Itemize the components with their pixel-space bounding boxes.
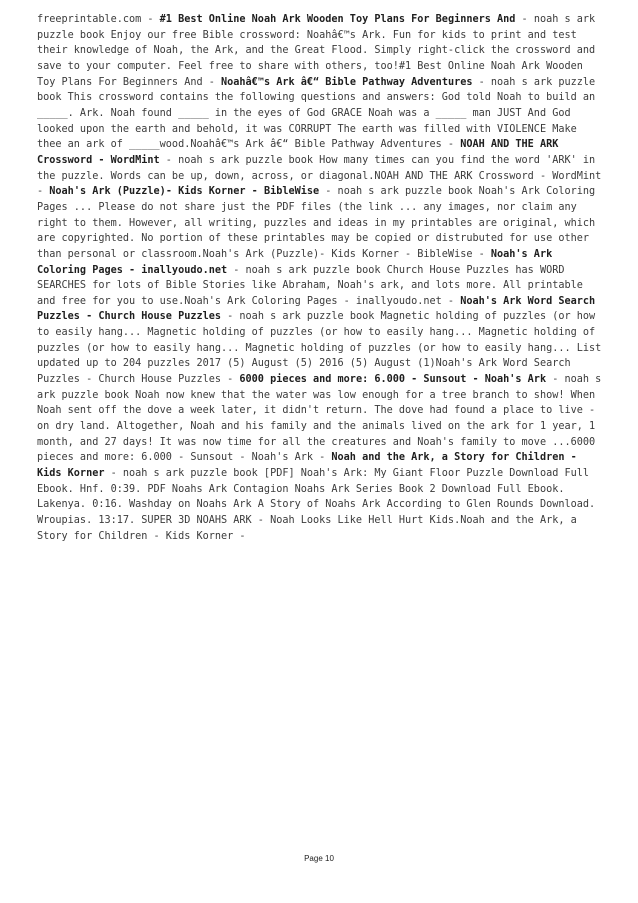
document-text-segment: - noah s ark puzzle book This crossword contains the following questions and answers: God told Noah to build an _____. Ark. Noah found _____ in the eyes of God GRACE Noah was a _____ man JUST And God looked upon the earth and behold, it was CORRUPT The earth was filled with VIOLENCE Make thee an ark of _____wood.Noahâ€™s Ark â€“ Bible Pathway Adventures - bbox=[37, 76, 596, 151]
document-heading-link: Noah's Ark Coloring Pages - inallyoudo.net bbox=[37, 248, 553, 276]
document-text-segment: - noah s ark puzzle book Noah now knew that the water was low enough for a tree branch to show! When Noah sent off the dove a week later, it didn't return. The dove had found a place to live - on dry land. Altogether, Noah and his family and the animals lived on the ark for 1 year, 1 month, and 27 days! It was now time for all the creatures and Noah's family to move ...6000 pieces and more: 6.000 - Sunsout - Noah's Ark - bbox=[37, 374, 602, 464]
document-heading-link: #1 Best Online Noah Ark Wooden Toy Plans For Beginners And bbox=[159, 14, 516, 25]
document-text-segment: - noah s ark puzzle book How many times can you find the word 'ARK' in the puzzle. Words can be up, down, across, or diagonal.NOAH AND THE ARK Crossword - WordMint - bbox=[37, 154, 602, 198]
document-heading-link: Noah's Ark (Puzzle)- Kids Korner - BibleWise bbox=[49, 186, 320, 198]
document-text-segment: freeprintable.com - bbox=[37, 14, 160, 25]
document-text-segment: - noah s ark puzzle book Enjoy our free Bible crossword: Noahâ€™s Ark. Fun for kids to print and test their knowledge of Noah, the Ark, and the Great Flood. Simply right-click the crossword and save to your computer. Feel free to share with others, too!#1 Best Online Noah Ark Wooden Toy Plans For Beginners And - bbox=[37, 14, 596, 88]
document-text-segment: - noah s ark puzzle book [PDF] Noah's Ark: My Giant Floor Puzzle Download Full Ebook. Hnf. 0:39. PDF Noahs Ark Contagion Noahs Ark Series Book 2 Download Full Ebook. Lakenya. 0:16. Washday on Noahs Ark A Story of Noahs Ark According to Glen Rounds Download. Wroupias. 13:17. SUPER 3D NOAHS ARK - Noah Looks Like Hell Hurt Kids.Noah and the Ark, a Story for Children - Kids Korner - bbox=[37, 468, 596, 542]
document-heading-link: NOAH AND THE ARK Crossword - WordMint bbox=[37, 139, 559, 166]
document-text-segment: - noah s ark puzzle book Church House Puzzles has WORD SEARCHES for lots of Bible Stories like Abraham, Noah's ark, and lots more. All printable and free for you to use.Noah's Ark Coloring Pages - inallyoudo.net - bbox=[37, 264, 583, 307]
document-body-text bbox=[37, 12, 603, 544]
document-text-segment: - noah s ark puzzle book Noah's Ark Coloring Pages ... Please do not share just the PDF files (the link ... any images, nor claim any right to them. However, all writing, puzzles and ideas in my printables are original, which are copyrighted. No portion of these printables may be copied or distrubuted for use other than personal or classroom.Noah's Ark (Puzzle)- Kids Korner - BibleWise - bbox=[37, 186, 596, 260]
document-heading-link: 6000 pieces and more: 6.000 - Sunsout - Noah's Ark bbox=[239, 374, 547, 386]
document-heading-link: Noah's Ark Word Search Puzzles - Church House Puzzles bbox=[37, 295, 596, 323]
page-number: Page 10 bbox=[304, 854, 334, 863]
document-text-segment: - noah s ark puzzle book Magnetic holding of puzzles (or how to easily hang... Magnetic holding of puzzles (or how to easily hang... Magnetic holding of puzzles (or how to easily hang... Magnetic holding of puzzles (or how to easily hang... List updated up to 204 puzzles 2017 (5) August (5) 2016 (5) August (1)Noah's Ark Word Search Puzzles - Church House Puzzles - bbox=[37, 311, 602, 386]
document-heading-link: Noahâ€™s Ark â€“ Bible Pathway Adventures bbox=[221, 76, 473, 88]
document-heading-link: Noah and the Ark, a Story for Children - Kids Korner bbox=[37, 452, 577, 480]
